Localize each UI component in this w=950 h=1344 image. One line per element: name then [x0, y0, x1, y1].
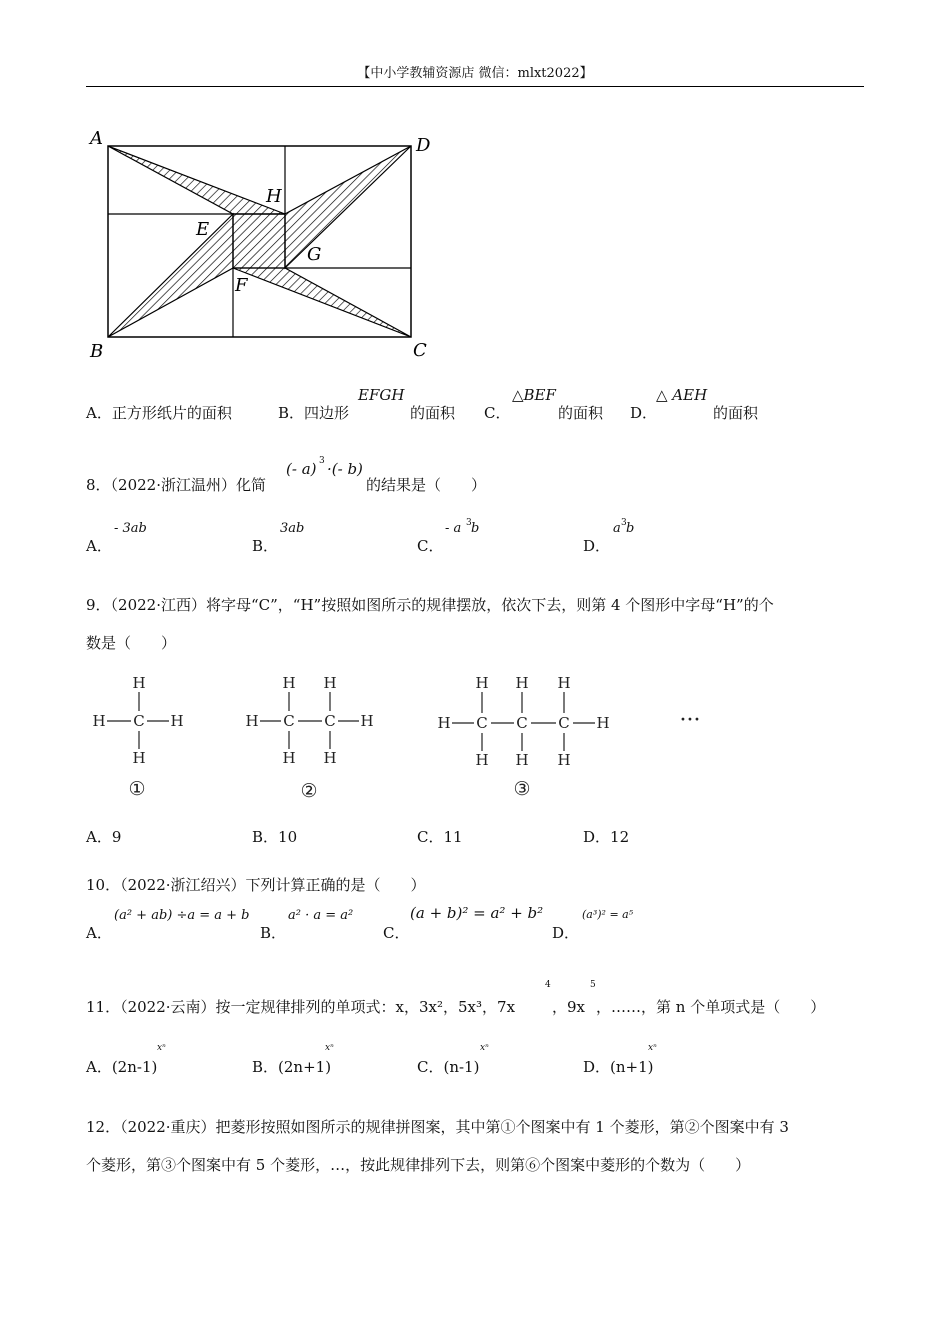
label-c: C [413, 340, 427, 361]
label-f: F [235, 275, 248, 296]
q7-option-d-suffix: 的面积 [713, 404, 759, 422]
atom-c: C [133, 712, 145, 730]
q11-stem-tail: ，……，第 n 个单项式是（ ） [596, 998, 826, 1016]
q9-stem-line1: 9．（2022·江西）将字母“C”，“H”按照如图所示的规律摆放，依次下去，则第 4 个图形中字母“H”的个 [86, 596, 774, 614]
q11-exponent-5: 5 [590, 980, 596, 990]
atom-h: H [132, 749, 146, 767]
atom-c: C [324, 712, 336, 730]
q11-exponent-4: 4 [545, 980, 551, 990]
atom-h: H [515, 751, 529, 769]
label-b: B [90, 341, 104, 362]
q9-option-b: B．10 [252, 828, 298, 846]
atom-h: H [557, 751, 571, 769]
atom-h: H [323, 674, 337, 692]
atom-h: H [323, 749, 337, 767]
q11-option-a-power: xⁿ [157, 1043, 166, 1053]
q9-option-a: A．9 [86, 828, 122, 846]
q10-option-c: (a + b)² = a² + b² [410, 904, 544, 922]
atom-h: H [475, 751, 489, 769]
q7-option-d-math: △ AEH [656, 386, 708, 404]
q10-option-c-label: C． [383, 924, 410, 942]
q7-option-c-suffix: 的面积 [558, 404, 604, 422]
q8-expr-rest: ·(- b) [327, 460, 363, 478]
q8-option-c-pre: - a [445, 521, 462, 536]
label-h: H [266, 186, 282, 207]
q10-option-a-label: A． [86, 924, 112, 942]
ellipsis: ··· [679, 708, 701, 733]
atom-h: H [557, 674, 571, 692]
q8-expr-exponent: 3 [319, 456, 325, 466]
q11-option-b: B．(2n+1) [252, 1058, 332, 1076]
atom-h: H [475, 674, 489, 692]
label-d: D [416, 135, 431, 156]
q8-option-b: 3ab [280, 521, 305, 536]
q10-option-b-label: B． [260, 924, 287, 942]
q9-option-c: C．11 [417, 828, 463, 846]
q8-option-d-pre: a [613, 521, 621, 536]
q8-option-d-label: D． [583, 537, 611, 555]
q9-stem-line2: 数是（ ） [86, 634, 177, 652]
label-g: G [307, 244, 322, 265]
q11-stem-mid: ，9x [552, 998, 586, 1016]
q10-option-d: (a³)² = a⁵ [582, 908, 634, 921]
q8-option-d-post: b [626, 521, 635, 536]
q8-option-c-post: b [471, 521, 480, 536]
q11-option-c-power: xⁿ [480, 1043, 489, 1053]
atom-h: H [245, 712, 259, 730]
q8-option-c-exp: 3 [466, 518, 472, 528]
q12-stem-line1: 12．（2022·重庆）把菱形按照如图所示的规律拼图案，其中第①个图案中有 1 个菱形，第②个图案中有 3 [86, 1118, 789, 1136]
q8-option-c-label: C． [417, 537, 444, 555]
figure-label-1: ① [128, 778, 146, 800]
atom-h: H [360, 712, 374, 730]
atom-c: C [558, 714, 570, 732]
q8-stem-end: 的结果是（ ） [366, 476, 487, 494]
atom-c: C [283, 712, 295, 730]
atom-h: H [92, 712, 106, 730]
atom-h: H [132, 674, 146, 692]
q12-stem-line2: 个菱形，第③个图案中有 5 个菱形，…，按此规律排列下去，则第⑥个图案中菱形的个数为（ ） [86, 1156, 751, 1174]
atom-h: H [282, 749, 296, 767]
q10-option-d-label: D． [552, 924, 580, 942]
figure-label-2: ② [300, 780, 318, 802]
q11-option-d: D．(n+1) [583, 1058, 654, 1076]
q7-option-b-suffix: 的面积 [410, 404, 456, 422]
q7-option-c-prefix: C． [484, 404, 511, 422]
atom-h: H [282, 674, 296, 692]
q7-option-c-math: △BEF [512, 386, 556, 404]
atom-h: H [596, 714, 610, 732]
atom-h: H [170, 712, 184, 730]
q7-option-d-prefix: D． [630, 404, 658, 422]
q11-stem: 11．（2022·云南）按一定规律排列的单项式：x，3x²，5x³，7x [86, 998, 516, 1016]
q8-option-b-label: B． [252, 537, 279, 555]
atom-h: H [437, 714, 451, 732]
q11-option-d-power: xⁿ [648, 1043, 657, 1053]
q11-option-b-power: xⁿ [325, 1043, 334, 1053]
page-header: 【中小学教辅资源店 微信：mlxt2022】 [357, 66, 593, 81]
q7-option-a: A．正方形纸片的面积 [86, 404, 232, 422]
label-a: A [90, 128, 103, 149]
q8-option-a: - 3ab [114, 521, 147, 536]
q8-stem: 8．（2022·浙江温州）化简 [86, 476, 266, 494]
label-e: E [196, 219, 210, 240]
q7-option-b-prefix: B．四边形 [278, 404, 350, 422]
q9-option-d: D．12 [583, 828, 630, 846]
atom-c: C [516, 714, 528, 732]
atom-c: C [476, 714, 488, 732]
q10-stem: 10．（2022·浙江绍兴）下列计算正确的是（ ） [86, 876, 426, 894]
q8-option-d-exp: 3 [621, 518, 627, 528]
q8-option-a-label: A． [86, 537, 112, 555]
q8-expr-base: (- a) [286, 460, 317, 478]
q10-option-b: a² · a = a² [288, 908, 354, 923]
q7-option-b-math: EFGH [358, 386, 405, 404]
q11-option-c: C．(n-1) [417, 1058, 480, 1076]
q11-option-a: A．(2n-1) [86, 1058, 158, 1076]
q10-option-a: (a² + ab) ÷a = a + b [114, 908, 250, 923]
figure-label-3: ③ [513, 778, 531, 800]
atom-h: H [515, 674, 529, 692]
